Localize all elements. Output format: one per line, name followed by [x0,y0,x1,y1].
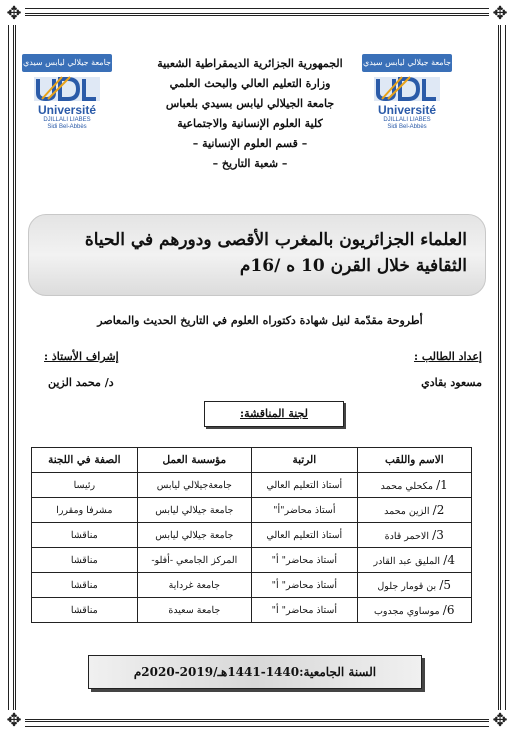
col-header-rank: الرتبة [252,448,358,473]
cell-rank: أستاذ محاضر" أ" [252,598,358,623]
corner-ornament-icon: ✥ [3,3,25,25]
cell-name [357,473,471,498]
cell-institution: المركز الجامعي -أفلو- [137,548,251,573]
cell-institution: جامعة غرداية [137,573,251,598]
cell-role: رئيسا [32,473,138,498]
col-header-role: الصفة في اللجنة [32,448,138,473]
cell-institution: جامعة جيلالي ليابس [137,523,251,548]
corner-ornament-icon: ✥ [3,710,25,732]
jury-title [204,401,344,427]
logo-banner: جامعة جيلالي ليابس سيدي [362,54,452,72]
cell-role: مناقشا [32,598,138,623]
cell-name [357,548,471,573]
header-line: كلية العلوم الإنسانية والاجتماعية [177,117,323,130]
row-number: 6/ [442,603,455,617]
cell-name [357,573,471,598]
udl-mark-icon [22,72,112,104]
logo-banner: جامعة جيلالي ليابس سيدي [22,54,112,72]
col-header-name: الاسم واللقب [357,448,471,473]
university-logo-left [22,54,112,136]
member-name: الاحمر قادة [384,531,429,542]
col-header-institution: مؤسسة العمل [137,448,251,473]
cell-institution: جامعة جيلالي ليابس [137,498,251,523]
table-row [32,523,472,548]
supervisor-label: إشراف الأستاذ : [44,350,119,363]
row-number: 5/ [439,578,452,592]
cell-rank: أستاذ التعليم العالي [252,523,358,548]
cell-rank: أستاذ التعليم العالي [252,473,358,498]
table-row [32,598,472,623]
jury-table [31,447,472,623]
thesis-description: أطروحة مقدّمة لنيل شهادة دكتوراه العلوم في التاريخ الحديث والمعاصر [97,314,423,327]
corner-ornament-icon: ✥ [489,3,511,25]
cell-role: مناقشا [32,523,138,548]
header-line: – شعبة التاريخ – [212,157,288,170]
header-line: الجمهورية الجزائرية الديمقراطية الشعبية [157,57,343,70]
table-header-row [32,448,472,473]
cell-role: مشرفا ومقررا [32,498,138,523]
cell-rank: أستاذ محاضر"أ" [252,498,358,523]
member-name: الزين محمد [384,506,430,517]
institution-header [130,54,370,174]
table-row [32,473,472,498]
academic-year: السنة الجامعية:1440-1441هـ/2019-2020م [88,655,422,689]
cell-rank: أستاذ محاضر" أ" [252,573,358,598]
student-label: إعداد الطالب : [413,350,482,363]
member-name: موساوي مجدوب [373,606,440,617]
cell-role: مناقشا [32,548,138,573]
header-line: وزارة التعليم العالي والبحث العلمي [169,77,331,90]
row-number: 4/ [443,553,455,567]
table-row [32,548,472,573]
jury-title-text: لجنة المناقشة: [240,407,308,420]
header-line: جامعة الجيلالي ليابس بسيدي بلعباس [165,97,335,110]
cell-institution: جامعةجيلالي ليابس [137,473,251,498]
student-name: مسعود بقادي [421,376,482,389]
cell-name [357,598,471,623]
cell-role: مناقشا [32,573,138,598]
row-number: 2/ [432,503,445,517]
thesis-title: العلماء الجزائريون بالمغرب الأقصى ودورهم في الحياة الثقافية خلال القرن 10 ه /16م [28,214,486,296]
row-number: 1/ [436,478,448,492]
logo-sub1: DJILLALI LIABES [43,117,91,123]
member-name: بن قومار جلول [377,581,437,592]
supervisor-name: د/ محمد الزين [48,376,114,389]
logo-name: Université [37,103,97,117]
member-name: المليق عبد القادر [373,556,441,567]
header-line: – قسم العلوم الإنسانية – [192,137,308,150]
cell-institution: جامعة سعيدة [137,598,251,623]
corner-ornament-icon: ✥ [489,710,511,732]
university-logo-right [362,54,452,136]
udl-mark-icon [362,72,452,104]
logo-sub2: Sidi Bel-Abbès [387,124,427,130]
logo-sub1: DJILLALI LIABES [383,117,431,123]
cell-name [357,498,471,523]
logo-sub2: Sidi Bel-Abbès [47,124,87,130]
row-number: 3/ [432,528,444,542]
member-name: مكحلي محمد [380,481,433,492]
cell-name [357,523,471,548]
table-row [32,498,472,523]
cell-rank: أستاذ محاضر" أ" [252,548,358,573]
logo-name: Université [377,103,437,117]
table-row [32,573,472,598]
